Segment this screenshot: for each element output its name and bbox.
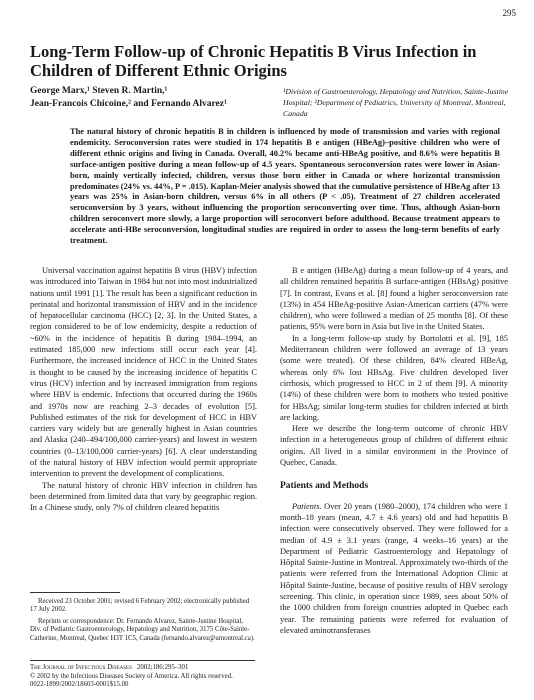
body-right-column bbox=[280, 265, 508, 636]
journal-divider bbox=[30, 660, 255, 661]
body-paragraph: Universal vaccination against hepatitis B virus (HBV) infection was introduced into Taiwan in 1984 but not into most industrialized nations until 1991 [1]. The result has been a significant reduction in perinatal and horizontal transmission of HBV and in the incidence of hepatocellular carcinoma (HCC) [2, 3]. In the United States, a region considered to be of low endemicity, despite a reduction of ~60% in the incidence of hepatitis B during 1984–1994, an estimated 185,000 new infections still occur each year [4]. Furthermore, the increased incidence of HCC in the United States is thought to be caused by the increasing incidence of hepatitis C virus (HCV) infection and by increased immigration from regions where HBV is endemic. Infections that occurred during the 1960s and 1970s now are reaching 2–3 decades of evolution [5]. Published estimates of the risk for development of HCC in HBV carriers vary widely but are generally highest in Asian countries and Alaska (240–494/100,000 carrier-years) and lowest in western countries (0–13/100,000 carrier-years) [6]. A clear understanding of the natural history of HBV infection would permit appropriate intervention to prevent the development of complications. bbox=[30, 266, 257, 479]
section-heading: Patients and Methods bbox=[280, 481, 369, 492]
methods-paragraph bbox=[280, 501, 508, 637]
footnote: Received 23 October 2001; revised 6 February 2002; electronically published 17 July 2002. bbox=[30, 598, 250, 614]
body-left-column bbox=[30, 265, 257, 514]
body-paragraph: Here we describe the long-term outcome of chronic HBV infection in a heterogeneous group of children of different ethnic origins. All lived in a similar environment in the Province of Quebec, Canada. bbox=[280, 424, 508, 468]
paragraph-lead-in: Patients. bbox=[292, 501, 322, 511]
abstract: The natural history of chronic hepatitis B in children is influenced by mode of transmission and varies with regional endemicity. Seroconversion rates were studied in 174 hepatitis B e antigen (HBeAg)–positive children who were of different ethnic origins and living in Canada. Overall, 40.2% became anti-HBeAg positive, and 8.6% were hepatitis B surface-antigen positive during a mean follow-up of 4.5 years. Spontaneous seroconversion rates were lower in Asian-born, mainly vertically infected, children, versus those born either in Canada or where horizontal transmission predominates (24% vs. 44%, P = .015). Kaplan-Meier analysis showed that the cumulative persistence of HBeAg after 13 years was 25% in Asian-born children, versus 6% in all others (P < .05). Treatment of 27 children accelerated seroconversion by 3 years, without influencing the proportion seroconverting over time. Thus, although Asian-born children seroconvert more slowly, a large proportion will seroconvert before adulthood. Because treatment appears to accelerate anti-HBe seroconversion, longitudinal studies are required in order to assess the long-term benefits of early treatment. bbox=[70, 127, 500, 246]
journal-citation: 2002;186:295–301 bbox=[137, 664, 189, 671]
journal-citation-line bbox=[30, 664, 270, 673]
issn: 0022-1899/2002/18603-0001$15.00 bbox=[30, 681, 129, 689]
footnote-divider bbox=[30, 592, 120, 593]
body-paragraph: B e antigen (HBeAg) during a mean follow-up of 4 years, and all children remained hepatitis B surface-antigen (HBsAg) positive [7]. In contrast, Evans et al. [8] found a higher seroconversion rate (13%) in 454 HBeAg-positive Asian-American carriers (47% were children), who were followed a median of 25 months [8]. Of these patients, 95% were born in Asia but live in the United States. bbox=[280, 266, 508, 332]
methods-text: Over 20 years (1980–2000), 174 children who were 1 month–18 years (mean, 4.7 ± 4.6 years) old and had hepatitis B infection were consecutively observed. They were followed for a median of 4.9 ± 3.1 years (range, 4 weeks–16 years) at the Department of Pediatric Gastroenterology and Hepatology of Hôpital Sainte-Justine in Montreal. Approximately two-thirds of the patients were referred from the International Adoption Clinic at Hôpital Sainte-Justine, because of positive results of HBV serology screening. This clinic, in operation since 1989, sees about 50% of the 1000 children from foreign countries adopted in Quebec each year. The remaining patients were referred for evaluation of elevated aminotransferases bbox=[280, 501, 509, 635]
page-number: 295 bbox=[502, 8, 516, 18]
footnote: Reprints or correspondence: Dr. Fernando Alvarez, Sainte-Justine Hospital, Div. of Pediatric Gastroenterology, Hepatology and Nutrition, 3175 Côte-Sainte-Catherine, Montreal, Quebec H3T 1C5, Canada (fernando.alvarez@umontreal.ca). bbox=[30, 617, 255, 642]
body-paragraph: The natural history of chronic HBV infection in children has been determined from limited data that vary by geographic region. In a Chinese study, only 7% of children cleared hepatitis bbox=[30, 480, 257, 513]
affiliations: ¹Division of Gastroenterology, Hepatology and Nutrition, Sainte-Justine Hospital; ²Department of Pediatrics, University of Montreal, Montreal, Canada bbox=[283, 87, 509, 118]
author-line: George Marx,¹ Steven R. Martin,¹ bbox=[30, 86, 168, 96]
article-title: Long-Term Follow-up of Chronic Hepatitis B Virus Infection in Children of Different Ethnic Origins bbox=[30, 42, 477, 80]
footnotes bbox=[30, 598, 255, 646]
author-line: Jean-Francois Chicoine,² and Fernando Alvarez¹ bbox=[30, 99, 227, 109]
author-list bbox=[30, 85, 260, 111]
body-paragraph: In a long-term follow-up study by Bortolotti et al. [9], 185 Mediterranean children were followed an average of 13 years (some were treated). Of these children, 84% cleared HBeAg, whereas only 6% lost HBsAg. Five children developed liver cirrhosis, which progressed to HCC in 2 of them [9]. A minority (14%) of these children were born to mothers who tested positive for HBsAg; similar long-term studies for children infected at birth are lacking. bbox=[280, 333, 508, 422]
journal-info bbox=[30, 664, 270, 690]
journal-name: The Journal of Infectious Diseases bbox=[30, 664, 132, 671]
copyright: © 2002 by the Infectious Diseases Society of America. All rights reserved. bbox=[30, 672, 233, 680]
